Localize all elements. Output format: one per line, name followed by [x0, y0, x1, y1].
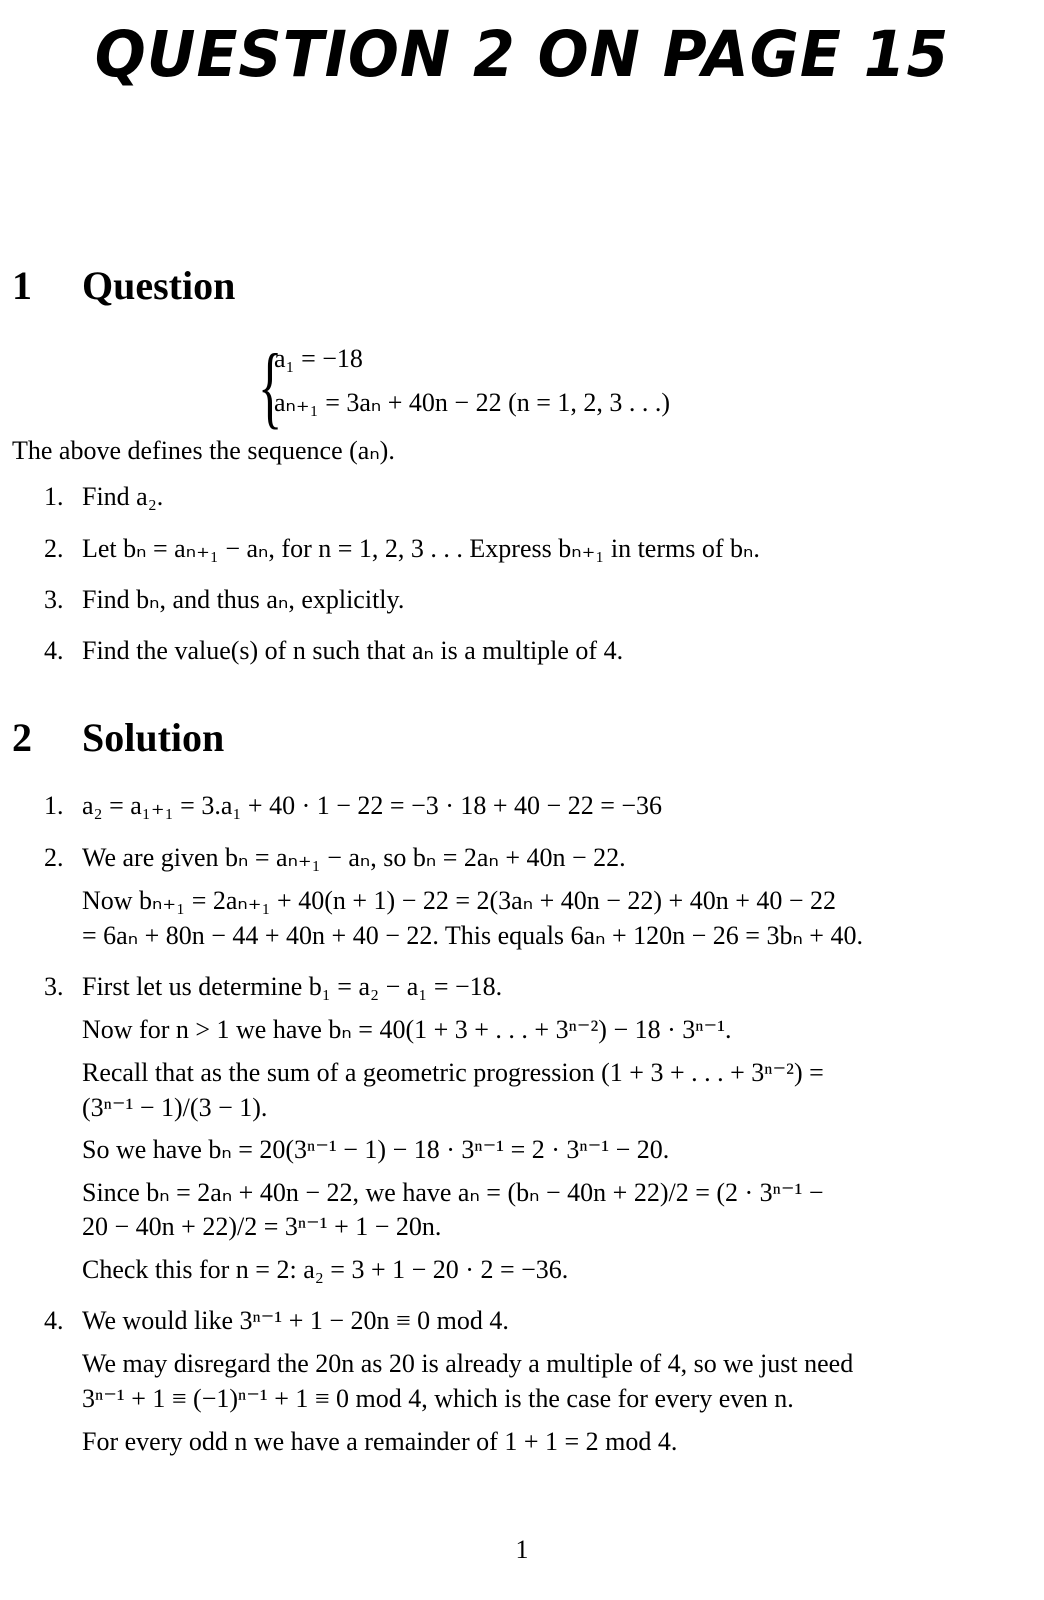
solution-item-marker: 2.: [44, 843, 64, 872]
system-equation-2: aₙ₊₁ = 3aₙ + 40n − 22 (n = 1, 2, 3 . . .): [274, 388, 671, 417]
solution-item-marker: 4.: [44, 1306, 64, 1335]
section-number: 1: [12, 263, 32, 308]
question-item-marker: 3.: [44, 585, 64, 614]
question-item-marker: 2.: [44, 534, 64, 563]
system-brace: {: [257, 335, 283, 437]
solution-line: Now bₙ₊₁ = 2aₙ₊₁ + 40(n + 1) − 22 = 2(3aₙ + 40n − 22) + 40n + 40 − 22: [82, 886, 837, 915]
question-item-text: Let bₙ = aₙ₊₁ − aₙ, for n = 1, 2, 3 . . . Express bₙ₊₁ in terms of bₙ.: [82, 534, 760, 563]
solution-line: (3ⁿ⁻¹ − 1)/(3 − 1).: [82, 1093, 268, 1122]
section-heading-question: [12, 262, 235, 309]
solution-line: 20 − 40n + 22)/2 = 3ⁿ⁻¹ + 1 − 20n.: [82, 1212, 442, 1241]
solution-line: So we have bₙ = 20(3ⁿ⁻¹ − 1) − 18 · 3ⁿ⁻¹ = 2 · 3ⁿ⁻¹ − 20.: [82, 1135, 670, 1164]
solution-line: 3ⁿ⁻¹ + 1 ≡ (−1)ⁿ⁻¹ + 1 ≡ 0 mod 4, which is the case for every even n.: [82, 1384, 794, 1413]
solution-line: We are given bₙ = aₙ₊₁ − aₙ, so bₙ = 2aₙ + 40n − 22.: [82, 843, 626, 872]
solution-line: First let us determine b₁ = a₂ − a₁ = −18.: [82, 972, 503, 1001]
question-item-text: Find bₙ, and thus aₙ, explicitly.: [82, 585, 405, 614]
solution-line: We would like 3ⁿ⁻¹ + 1 − 20n ≡ 0 mod 4.: [82, 1306, 509, 1335]
system-equation-1: a₁ = −18: [274, 344, 363, 373]
solution-line: a₂ = a₁₊₁ = 3.a₁ + 40 · 1 − 22 = −3 · 18 + 40 − 22 = −36: [82, 791, 663, 820]
solution-line: We may disregard the 20n as 20 is already a multiple of 4, so we just need: [82, 1349, 854, 1378]
section-title: Solution: [82, 715, 225, 760]
solution-line: Since bₙ = 2aₙ + 40n − 22, we have aₙ = (bₙ − 40n + 22)/2 = (2 · 3ⁿ⁻¹ −: [82, 1178, 824, 1207]
section-number: 2: [12, 715, 32, 760]
page-title: QUESTION 2 ON PAGE 15: [94, 18, 950, 92]
section-heading-solution: [12, 714, 224, 761]
page-number: 1: [515, 1535, 529, 1564]
question-item-text: Find the value(s) of n such that aₙ is a multiple of 4.: [82, 636, 624, 665]
solution-line: Now for n > 1 we have bₙ = 40(1 + 3 + . . . + 3ⁿ⁻²) − 18 · 3ⁿ⁻¹.: [82, 1015, 732, 1044]
solution-line: Recall that as the sum of a geometric progression (1 + 3 + . . . + 3ⁿ⁻²) =: [82, 1058, 824, 1087]
solution-line: Check this for n = 2: a₂ = 3 + 1 − 20 · 2 = −36.: [82, 1255, 569, 1284]
solution-item-marker: 3.: [44, 972, 64, 1001]
solution-line: = 6aₙ + 80n − 44 + 40n + 40 − 22. This equals 6aₙ + 120n − 26 = 3bₙ + 40.: [82, 921, 863, 950]
question-item-marker: 4.: [44, 636, 64, 665]
section-title: Question: [82, 263, 236, 308]
solution-line: For every odd n we have a remainder of 1 + 1 = 2 mod 4.: [82, 1427, 678, 1456]
question-item-marker: 1.: [44, 482, 64, 511]
solution-item-marker: 1.: [44, 791, 64, 820]
question-item-text: Find a₂.: [82, 482, 164, 511]
question-intro: The above defines the sequence (aₙ).: [12, 436, 395, 465]
